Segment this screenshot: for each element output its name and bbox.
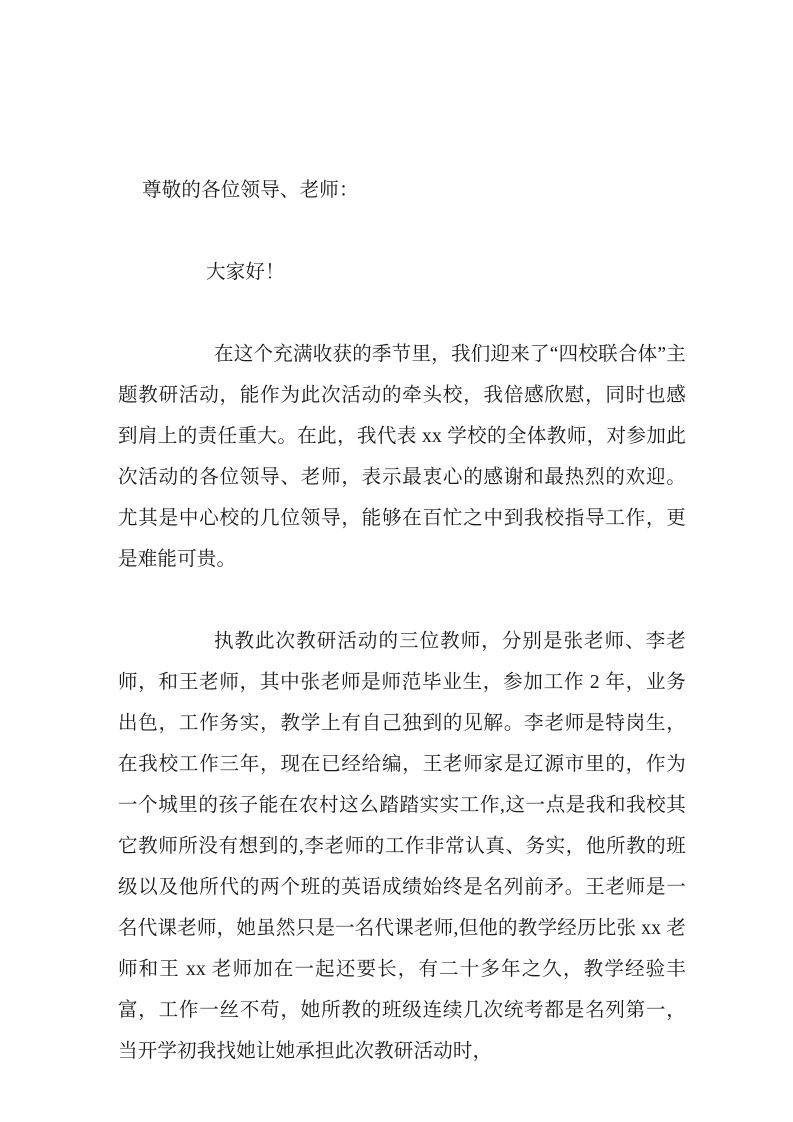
greeting-paragraph: 大家好！ (206, 262, 285, 283)
body-paragraph-1: 在这个充满收获的季节里，我们迎来了“四校联合体”主题教研活动，能作为此次活动的牵头校，我倍感欣慰，同时也感到肩上的责任重大。在此，我代表 xx 学校的全体教师，对参加此次活动的各位领导、老师，表示最衷心的感谢和最热烈的欢迎。尤其是中心校的几位领导，能够在百忙之中到我校指导工作，更是难能可贵。 (118, 344, 686, 570)
document-body (118, 170, 686, 1072)
salutation-paragraph: 尊敬的各位领导、老师： (142, 180, 359, 201)
paragraph-spacer (118, 580, 686, 621)
body-paragraph-2: 执教此次教研活动的三位教师，分别是张老师、李老师，和王老师，其中张老师是师范毕业生，参加工作 2 年，业务出色，工作务实，教学上有自己独到的见解。李老师是特岗生，在我校工作三年，现在已经给编，王老师家是辽源市里的，作为一个城里的孩子能在农村这么踏踏实实工作,这一点是我和我校其它教师所没有想到的,李老师的工作非常认真、务实，他所教的班级以及他所代的两个班的英语成绩始终是名列前矛。王老师是一名代课老师，她虽然只是一名代课老师,但他的教学经历比张 xx 老师和王 xx 老师加在一起还要长，有二十多年之久，教学经验丰富，工作一丝不苟，她所教的班级连续几次统考都是名列第一，当开学初我找她让她承担此次教研活动时， (118, 631, 686, 1062)
